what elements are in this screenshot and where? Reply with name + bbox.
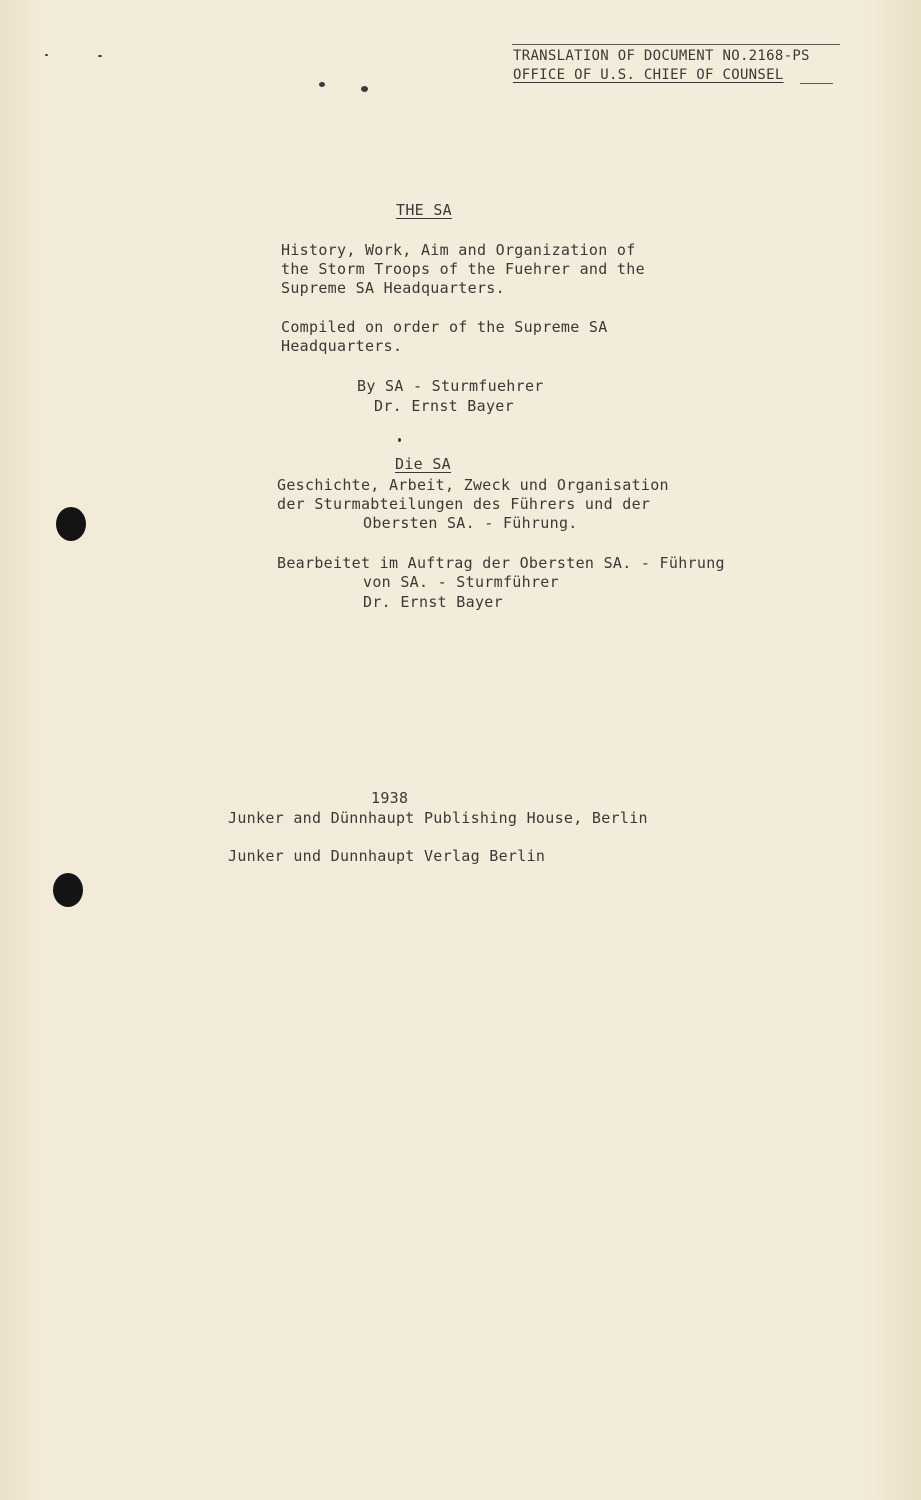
punch-hole-lower (53, 873, 83, 907)
publication-year: 1938 (371, 789, 409, 807)
header-line-1: TRANSLATION OF DOCUMENT NO.2168-PS (513, 48, 810, 64)
ink-speck (398, 438, 401, 442)
german-compiled-line-2: von SA. - Sturmführer (363, 573, 559, 591)
english-subtitle-line-2: the Storm Troops of the Fuehrer and the (281, 260, 645, 278)
ink-speck (319, 82, 325, 87)
english-title: THE SA (396, 201, 452, 219)
header-line-2: OFFICE OF U.S. CHIEF OF COUNSEL (513, 67, 784, 83)
german-title: Die SA (395, 455, 451, 473)
german-subtitle-line-1: Geschichte, Arbeit, Zweck und Organisation (277, 476, 669, 494)
publisher-english: Junker and Dünnhaupt Publishing House, Berlin (228, 809, 648, 827)
german-compiled-line-3: Dr. Ernst Bayer (363, 593, 503, 611)
german-compiled-line-1: Bearbeitet im Auftrag der Obersten SA. - Führung (277, 554, 725, 572)
header-top-rule (512, 44, 840, 45)
publisher-german: Junker und Dunnhaupt Verlag Berlin (228, 847, 546, 865)
english-subtitle-line-1: History, Work, Aim and Organization of (281, 241, 636, 259)
punch-hole-upper (56, 507, 86, 541)
english-compiled-line-2: Headquarters. (281, 337, 403, 355)
ink-speck (45, 54, 48, 56)
english-compiled-line-1: Compiled on order of the Supreme SA (281, 318, 608, 336)
english-author-line-2: Dr. Ernst Bayer (374, 397, 514, 415)
german-subtitle-line-2: der Sturmabteilungen des Führers und der (277, 495, 651, 513)
german-subtitle-line-3: Obersten SA. - Führung. (363, 514, 578, 532)
english-subtitle-line-3: Supreme SA Headquarters. (281, 279, 505, 297)
english-author-line-1: By SA - Sturmfuehrer (357, 377, 544, 395)
ink-speck (361, 86, 368, 92)
ink-speck (98, 55, 102, 57)
header-bottom-rule (800, 83, 833, 84)
